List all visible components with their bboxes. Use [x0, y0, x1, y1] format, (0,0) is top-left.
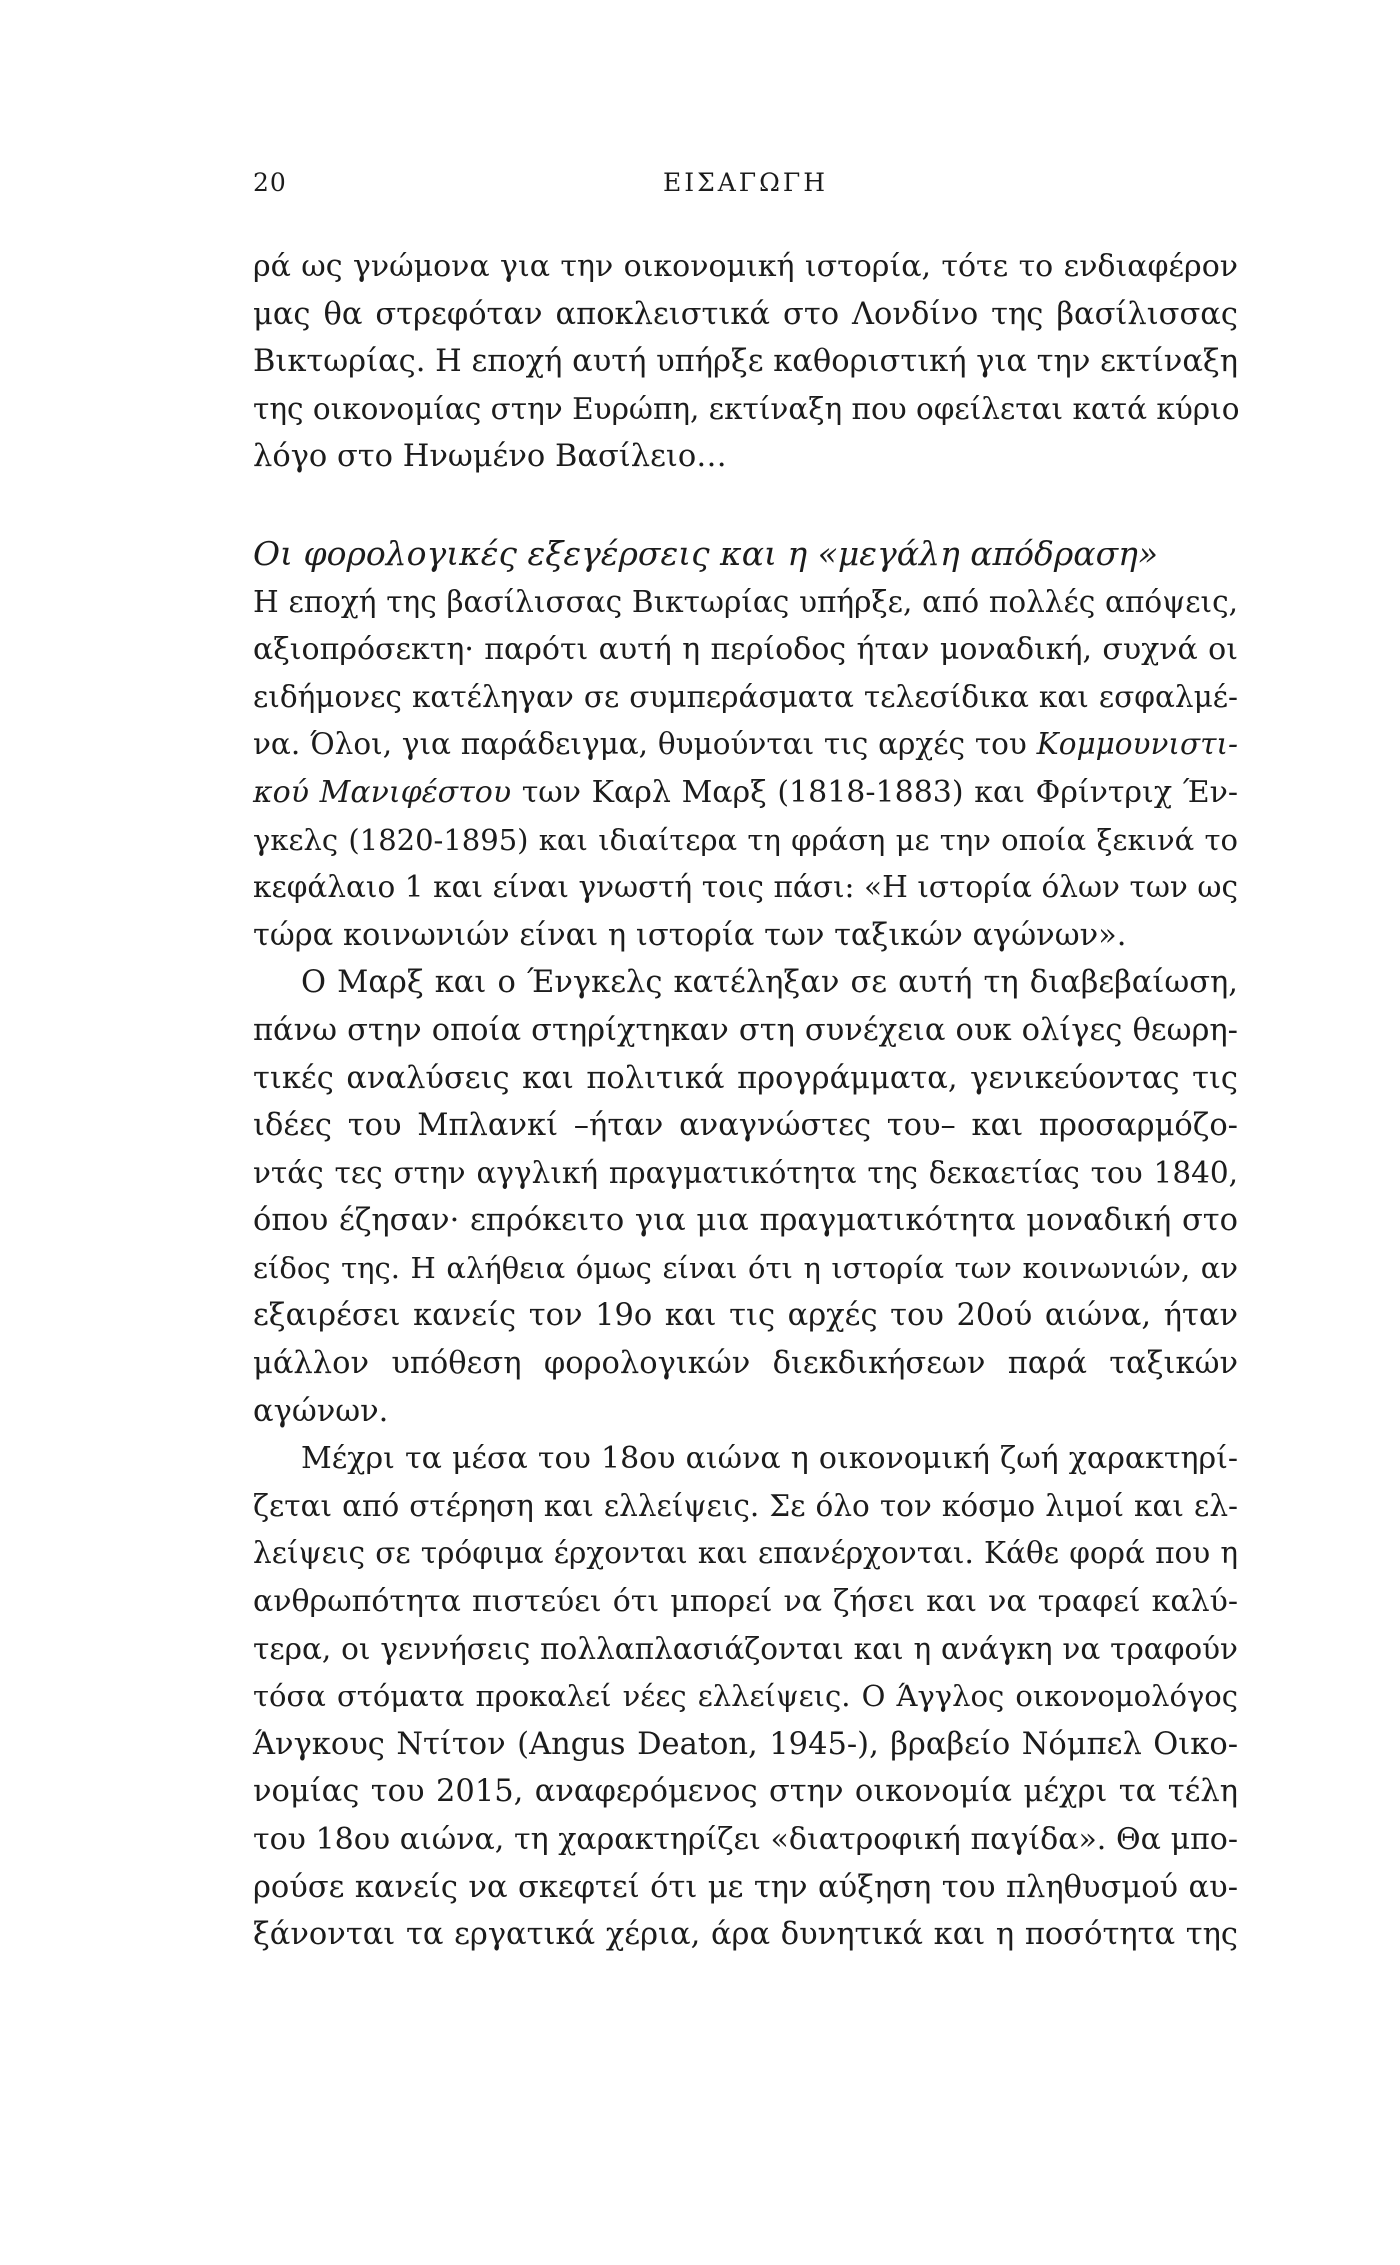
text-line: Ο Μαρξ και ο Ένγκελς κατέληξαν σε αυτή τη διαβεβαίωση,: [301, 965, 1238, 1001]
italic-title: κού Μανιφέστου: [253, 774, 512, 810]
text-line: της οικονομίας στην Ευρώπη, εκτίναξη που οφείλεται κατά κύριο: [253, 391, 1240, 426]
text-line: όπου έζησαν· επρόκειτο για μια πραγματικότητα μοναδική στο: [253, 1203, 1238, 1239]
text-line: ντάς τες στην αγγλική πραγματικότητα της δεκαετίας του 1840,: [253, 1155, 1238, 1190]
text-line: Βικτωρίας. Η εποχή αυτή υπήρξε καθοριστική για την εκτίναξη: [253, 344, 1238, 380]
text-line: νομίας του 2015, αναφερόμενος στην οικονομία μέχρι τα τέλη: [253, 1774, 1238, 1810]
text-line: εξαιρέσει κανείς τον 19ο και τις αρχές του 20ού αιώνα, ήταν: [253, 1298, 1238, 1334]
chapter-title: ΕΙΣΑΓΩΓΗ: [662, 168, 829, 197]
paragraph: [253, 579, 1238, 960]
running-head: [253, 168, 1238, 208]
text-line: ιδέες του Μπλανκί –ήταν αναγνώστες του– και προσαρμόζο-: [253, 1108, 1238, 1144]
text-line: ανθρωπότητα πιστεύει ότι μπορεί να ζήσει και να τραφεί καλύ-: [253, 1584, 1238, 1620]
section-heading: Οι φορολογικές εξεγέρσεις και η «μεγάλη απόδραση»: [253, 533, 1159, 573]
text-line: [253, 721, 1238, 769]
text-line: μας θα στρεφόταν αποκλειστικά στο Λονδίνο της βασίλισσας: [253, 296, 1238, 332]
text-line: Μέχρι τα μέσα του 18ου αιώνα η οικονομική ζωή χαρακτηρί-: [301, 1441, 1238, 1477]
text-span: να. Όλοι, για παράδειγμα, θυμούνται τις αρχές του: [253, 727, 1037, 762]
text-line: τώρα κοινωνιών είναι η ιστορία των ταξικών αγώνων».: [253, 917, 1127, 953]
text-line: ρούσε κανείς να σκεφτεί ότι με την αύξηση του πληθυσμού αυ-: [253, 1869, 1238, 1905]
paragraph: [253, 243, 1238, 481]
text-line: γκελς (1820-1895) και ιδιαίτερα τη φράση με την οποία ξεκινά το: [253, 822, 1238, 857]
text-line: Η εποχή της βασίλισσας Βικτωρίας υπήρξε, από πολλές απόψεις,: [253, 584, 1238, 619]
text-line: αγώνων.: [253, 1393, 389, 1429]
paragraph: [253, 1435, 1238, 1959]
text-line: ξάνονται τα εργατικά χέρια, άρα δυνητικά και η ποσότητα της: [253, 1917, 1238, 1953]
text-line: λείψεις σε τρόφιμα έρχονται και επανέρχονται. Κάθε φορά που η: [253, 1536, 1238, 1571]
text-line: ρά ως γνώμονα για την οικονομική ιστορία, τότε το ενδιαφέρον: [253, 249, 1238, 284]
text-line: Άνγκους Ντίτον (Angus Deaton, 1945-), βραβείο Νόμπελ Οικο-: [253, 1726, 1238, 1762]
page-number: 20: [253, 168, 287, 197]
italic-title: Κομμουνιστι-: [1036, 727, 1238, 762]
text-line: κεφάλαιο 1 και είναι γνωστή τοις πάσι: «Η ιστορία όλων των ως: [253, 870, 1238, 905]
text-line: τερα, οι γεννήσεις πολλαπλασιάζονται και η ανάγκη να τραφούν: [253, 1631, 1238, 1666]
text-span: των Καρλ Μαρξ (1818-1883) και Φρίντριχ Έν-: [511, 774, 1239, 810]
text-line: μάλλον υπόθεση φορολογικών διεκδικήσεων παρά ταξικών: [253, 1346, 1238, 1382]
text-line: αξιοπρόσεκτη· παρότι αυτή η περίοδος ήταν μοναδική, συχνά οι: [253, 632, 1238, 668]
text-line: του 18ου αιώνα, τη χαρακτηρίζει «διατροφική παγίδα». Θα μπο-: [253, 1822, 1238, 1857]
text-line: ζεται από στέρηση και ελλείψεις. Σε όλο τον κόσμο λιμοί και ελ-: [253, 1488, 1238, 1523]
paragraph: [253, 959, 1238, 1435]
text-line: [253, 769, 1238, 817]
text-line: ειδήμονες κατέληγαν σε συμπεράσματα τελεσίδικα και εσφαλμέ-: [253, 679, 1238, 714]
text-line: λόγο στο Ηνωμένο Βασίλειο…: [253, 439, 727, 475]
text-line: είδος της. Η αλήθεια όμως είναι ότι η ιστορία των κοινωνιών, αν: [253, 1250, 1238, 1285]
text-line: πάνω στην οποία στηρίχτηκαν στη συνέχεια ουκ ολίγες θεωρη-: [253, 1012, 1238, 1048]
body-text: [253, 243, 1238, 1959]
text-line: τόσα στόματα προκαλεί νέες ελλείψεις. Ο Άγγλος οικονομολόγος: [253, 1679, 1238, 1714]
text-line: τικές αναλύσεις και πολιτικά προγράμματα, γενικεύοντας τις: [253, 1060, 1238, 1096]
